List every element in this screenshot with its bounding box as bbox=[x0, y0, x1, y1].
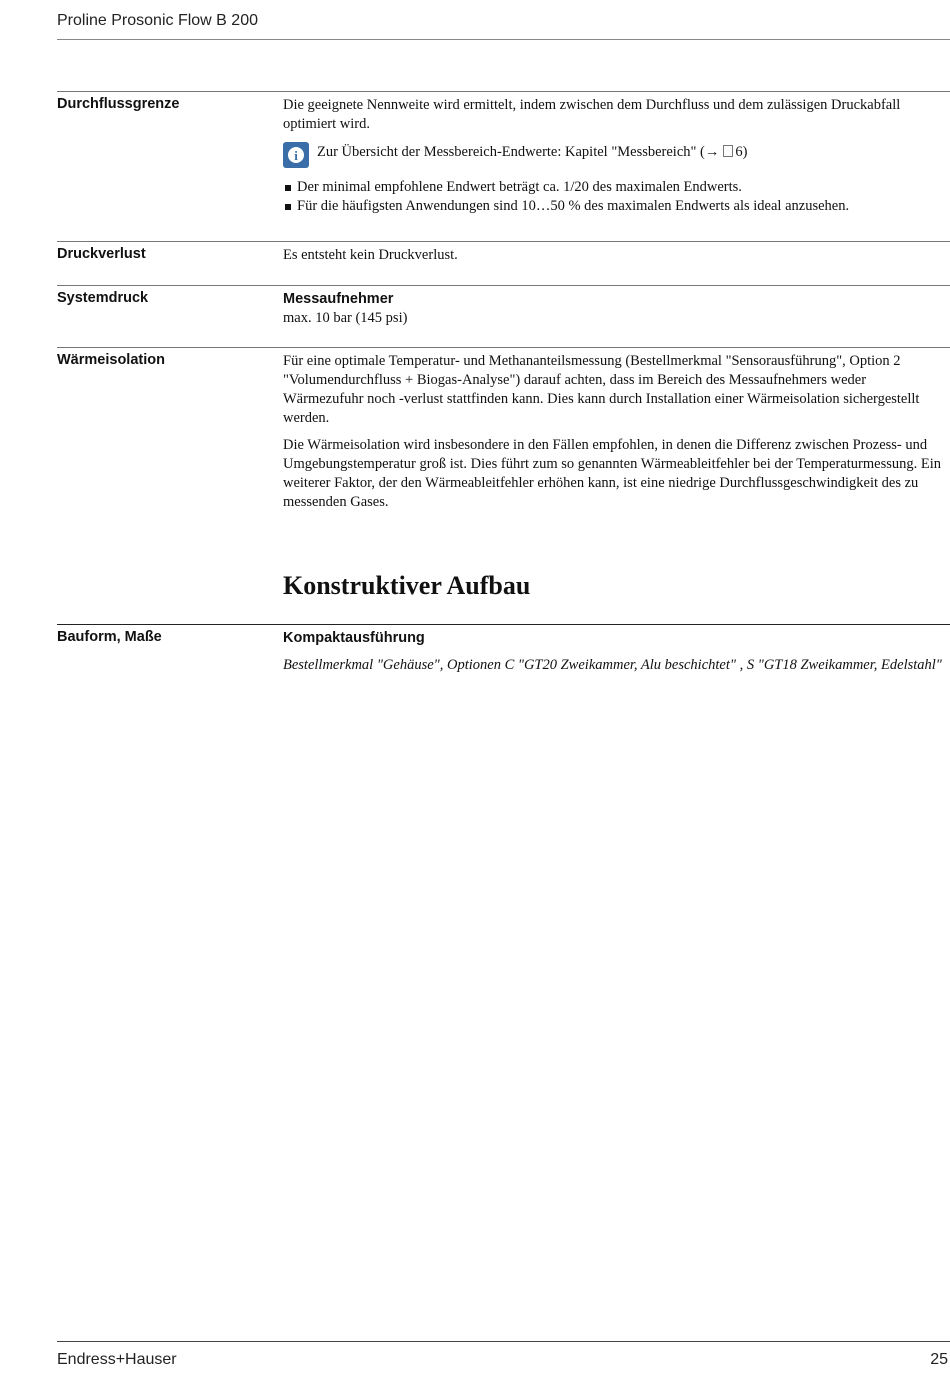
paragraph: Die geeignete Nennweite wird ermittelt, indem zwischen dem Durchfluss und dem zulässigen Druckabfall optimiert wird. bbox=[283, 97, 901, 132]
document-header-title: Proline Prosonic Flow B 200 bbox=[57, 12, 258, 29]
section-divider bbox=[57, 241, 950, 242]
paragraph: Die Wärmeisolation wird insbesondere in den Fällen empfohlen, in denen die Differenz zwischen Prozess- und Umgebungstemperatur groß ist. Dies führt zum so genannten Wärmeableitfehler bei der Temperaturmessung. Ein weiterer Faktor, der den Wärmeableitfehler erhöhen kann, ist eine niedrige Durchflussgeschwindigkeit des zu messenden Gases. bbox=[283, 437, 942, 510]
section-bauform bbox=[57, 624, 950, 673]
subheading: Messaufnehmer bbox=[283, 291, 394, 307]
info-note-text bbox=[317, 142, 747, 162]
section-label: Wärmeisolation bbox=[57, 352, 165, 368]
subheading: Kompaktausführung bbox=[283, 630, 425, 646]
section-heading: Konstruktiver Aufbau bbox=[283, 571, 531, 600]
section-divider bbox=[57, 624, 950, 625]
list-item: Für die häufigsten Anwendungen sind 10…50 % des maximalen Endwerts als ideal anzusehen. bbox=[283, 197, 948, 216]
info-icon: i bbox=[283, 142, 309, 168]
section-systemdruck bbox=[57, 285, 950, 326]
list-item: Der minimal empfohlene Endwert beträgt ca. 1/20 des maximalen Endwerts. bbox=[283, 178, 948, 197]
section-label: Systemdruck bbox=[57, 290, 149, 306]
page-number: 25 bbox=[930, 1351, 948, 1368]
paragraph: Bestellmerkmal "Gehäuse", Optionen C "GT20 Zweikammer, Alu beschichtet" , S "GT18 Zweikammer, Edelstahl" bbox=[283, 657, 942, 673]
footer-brand: Endress+Hauser bbox=[57, 1351, 177, 1368]
section-waermeisolation bbox=[57, 347, 950, 510]
section-body bbox=[283, 290, 948, 328]
note-page-ref[interactable]: 6) bbox=[735, 144, 748, 160]
section-divider bbox=[57, 91, 950, 92]
page-icon bbox=[723, 145, 733, 157]
bullet-list bbox=[283, 178, 948, 216]
footer-divider bbox=[57, 1341, 950, 1342]
section-body bbox=[283, 246, 948, 273]
section-durchflussgrenze bbox=[57, 91, 950, 214]
section-body bbox=[283, 96, 948, 216]
header-divider bbox=[57, 39, 950, 40]
info-note bbox=[283, 142, 948, 168]
note-text: Zur Übersicht der Messbereich-Endwerte: Kapitel "Messbereich" (→ bbox=[317, 144, 720, 160]
section-body bbox=[283, 352, 948, 520]
section-label: Durchflussgrenze bbox=[57, 96, 180, 112]
section-label: Druckverlust bbox=[57, 246, 146, 262]
section-druckverlust bbox=[57, 241, 950, 263]
paragraph: max. 10 bar (145 psi) bbox=[283, 310, 408, 326]
section-divider bbox=[57, 347, 950, 348]
paragraph: Es entsteht kein Druckverlust. bbox=[283, 247, 458, 263]
paragraph: Für eine optimale Temperatur- und Methananteilsmessung (Bestellmerkmal "Sensorausführung", Option 2 "Volumendurchfluss + Biogas-Analyse") darauf achten, dass im Bereich des Messaufnehmers weder Wärmezufuhr noch -verlust stattfinden kann. Dies kann durch Installation einer Wärmeisolation sichergestellt werden. bbox=[283, 353, 920, 426]
section-divider bbox=[57, 285, 950, 286]
section-label: Bauform, Maße bbox=[57, 629, 162, 645]
section-body bbox=[283, 629, 948, 675]
